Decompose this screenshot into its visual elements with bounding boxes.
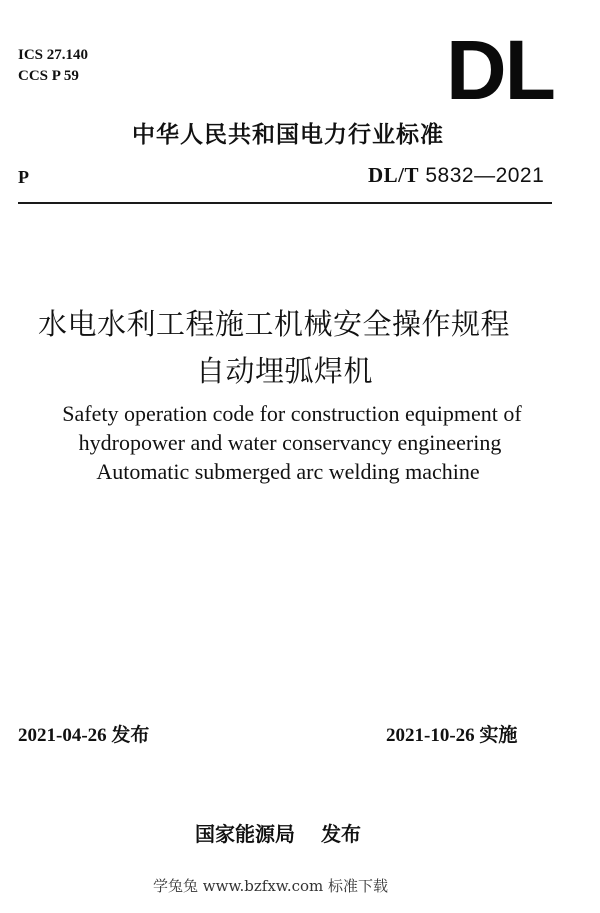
issuing-authority-title: 中华人民共和国电力行业标准 xyxy=(132,122,444,148)
issue-date-label: 发布 xyxy=(111,724,150,746)
header-divider xyxy=(18,202,552,204)
ccs-code: CCS P 59 xyxy=(18,68,79,84)
implementation-date xyxy=(386,720,517,747)
title-english-line-3: Automatic submerged arc welding machine xyxy=(96,459,480,484)
title-english-line-1: Safety operation code for construction equipment of xyxy=(62,401,522,426)
standard-number-prefix: DL/T xyxy=(368,163,420,187)
publisher-label: 发布 xyxy=(321,822,361,846)
publisher xyxy=(195,818,361,847)
publisher-name: 国家能源局 xyxy=(195,822,295,846)
standard-number xyxy=(368,163,544,188)
implementation-date-label: 实施 xyxy=(479,724,518,746)
title-english-line-2: hydropower and water conservancy engineering xyxy=(78,430,502,455)
title-chinese-line-1: 水电水利工程施工机械安全操作规程 xyxy=(38,307,511,341)
dl-logo: DL xyxy=(446,23,554,117)
standard-number-value: 5832—2021 xyxy=(425,164,545,187)
issue-date-value: 2021-04-26 xyxy=(18,725,107,746)
implementation-date-value: 2021-10-26 xyxy=(386,725,475,746)
issue-date xyxy=(18,720,149,747)
watermark-text: 学兔兔 www.bzfxw.com 标准下载 xyxy=(153,877,389,895)
series-prefix: P xyxy=(18,167,29,187)
ics-code: ICS 27.140 xyxy=(18,47,89,63)
title-chinese-line-2: 自动埋弧焊机 xyxy=(196,354,374,388)
